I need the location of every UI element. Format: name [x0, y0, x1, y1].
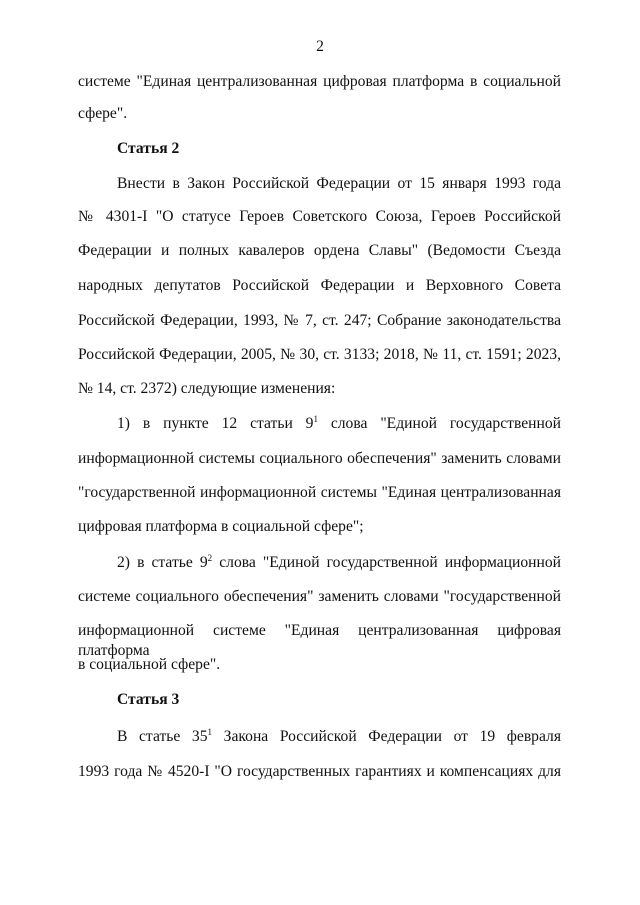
text-line: Федерации и полных кавалеров ордена Славы" (Ведомости Съезда [78, 242, 561, 259]
text-line: Российской Федерации, 1993, № 7, ст. 247; Собрание законодательства [78, 312, 561, 329]
text-line: 1993 года № 4520-I "О государственных гарантиях и компенсациях для [78, 763, 561, 780]
text-line: народных депутатов Российской Федерации и Верховного Совета [78, 277, 561, 294]
text-fragment: Закона Российской Федерации от 19 февраля [212, 728, 561, 745]
text-fragment: слова "Единой государственной информационной [212, 554, 561, 571]
page-number: 2 [316, 38, 324, 55]
text-line: Внести в Закон Российской Федерации от 15 января 1993 года [117, 175, 561, 192]
superscript: 1 [207, 727, 213, 737]
text-line: системе социального обеспечения" заменить словами "государственной [78, 588, 561, 605]
text-line: цифровая платформа в социальной сфере"; [78, 518, 364, 535]
article-3-heading: Статья 3 [117, 691, 180, 708]
list-item-1 [117, 414, 561, 434]
superscript: 2 [207, 553, 213, 563]
text-line: № 4301-I "О статусе Героев Советского Союза, Героев Российской [78, 208, 561, 225]
text-line: "государственной информационной системы "Единая централизованная [78, 484, 561, 501]
text-fragment: 2) в статье 9 [117, 554, 208, 571]
list-item-2 [117, 553, 561, 573]
text-line: системе "Единая централизованная цифровая платформа в социальной [78, 73, 561, 90]
text-line: Российской Федерации, 2005, № 30, ст. 3133; 2018, № 11, ст. 1591; 2023, [78, 346, 561, 363]
text-line: сфере". [78, 105, 128, 122]
text-line: информационной системы социального обеспечения" заменить словами [78, 450, 561, 467]
text-fragment: 1) в пункте 12 статьи 9 [117, 415, 314, 432]
text-line: № 14, ст. 2372) следующие изменения: [78, 380, 336, 397]
superscript: 1 [313, 414, 318, 424]
text-line: информационной системе "Единая централизованная цифровая платформа [78, 622, 561, 659]
text-fragment: В статье 35 [117, 728, 208, 745]
text-line [117, 727, 561, 747]
text-fragment: слова "Единой государственной [317, 415, 561, 432]
text-line: в социальной сфере". [78, 656, 221, 673]
article-2-heading: Статья 2 [117, 140, 180, 157]
